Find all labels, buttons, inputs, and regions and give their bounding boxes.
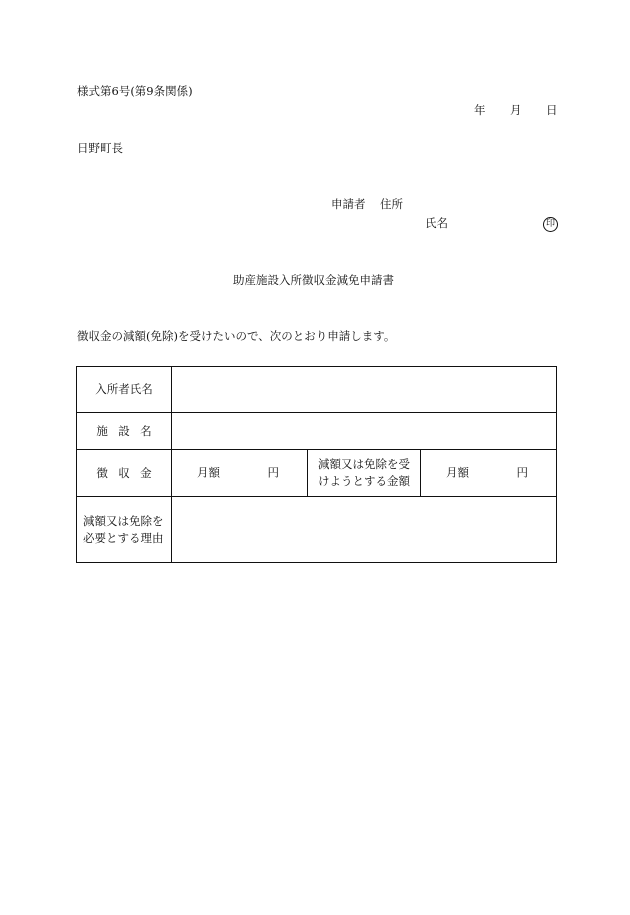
address-label: 住所 <box>380 197 403 211</box>
document-title: 助産施設入所徴収金減免申請書 <box>233 273 394 287</box>
fee-amount-field[interactable] <box>172 450 308 497</box>
reduction-yen-label: 円 <box>516 465 529 480</box>
reduction-amount-label-line1: 減額又は免除を受 <box>318 457 410 472</box>
fee-label: 徴収金 <box>77 450 172 497</box>
fee-monthly-label: 月額 <box>197 465 220 480</box>
addressee: 日野町長 <box>77 141 123 155</box>
facility-name-label: 施設名 <box>77 413 172 450</box>
reduction-monthly-label: 月額 <box>446 465 469 480</box>
resident-name-label: 入所者氏名 <box>77 367 172 413</box>
table-row-facility <box>77 413 557 450</box>
table-row-fee <box>77 450 557 497</box>
intro-text: 徴収金の減額(免除)を受けたいので、次のとおり申請します。 <box>77 329 396 343</box>
applicant-label: 申請者 <box>331 197 366 211</box>
reduction-amount-label <box>308 450 421 497</box>
form-number: 様式第6号(第9条関係) <box>77 84 193 98</box>
reduction-amount-label-line2: けようとする金額 <box>318 474 410 488</box>
reason-field[interactable] <box>172 497 557 563</box>
table-row-reason <box>77 497 557 563</box>
resident-name-field[interactable] <box>172 367 557 413</box>
date-month: 月 <box>510 103 522 117</box>
fee-yen-label: 円 <box>267 465 279 480</box>
reason-label <box>77 497 172 563</box>
table-row-resident <box>77 367 557 413</box>
reason-label-line2: 必要とする理由 <box>83 530 164 545</box>
reason-label-line1: 減額又は免除を <box>83 513 164 528</box>
date-year: 年 <box>474 103 486 117</box>
application-table <box>76 366 557 563</box>
date-day: 日 <box>546 103 558 117</box>
name-label: 氏名 <box>425 216 448 230</box>
seal-icon: 印 <box>543 217 558 232</box>
facility-name-field[interactable] <box>172 413 557 450</box>
reduction-amount-field[interactable] <box>421 450 557 497</box>
